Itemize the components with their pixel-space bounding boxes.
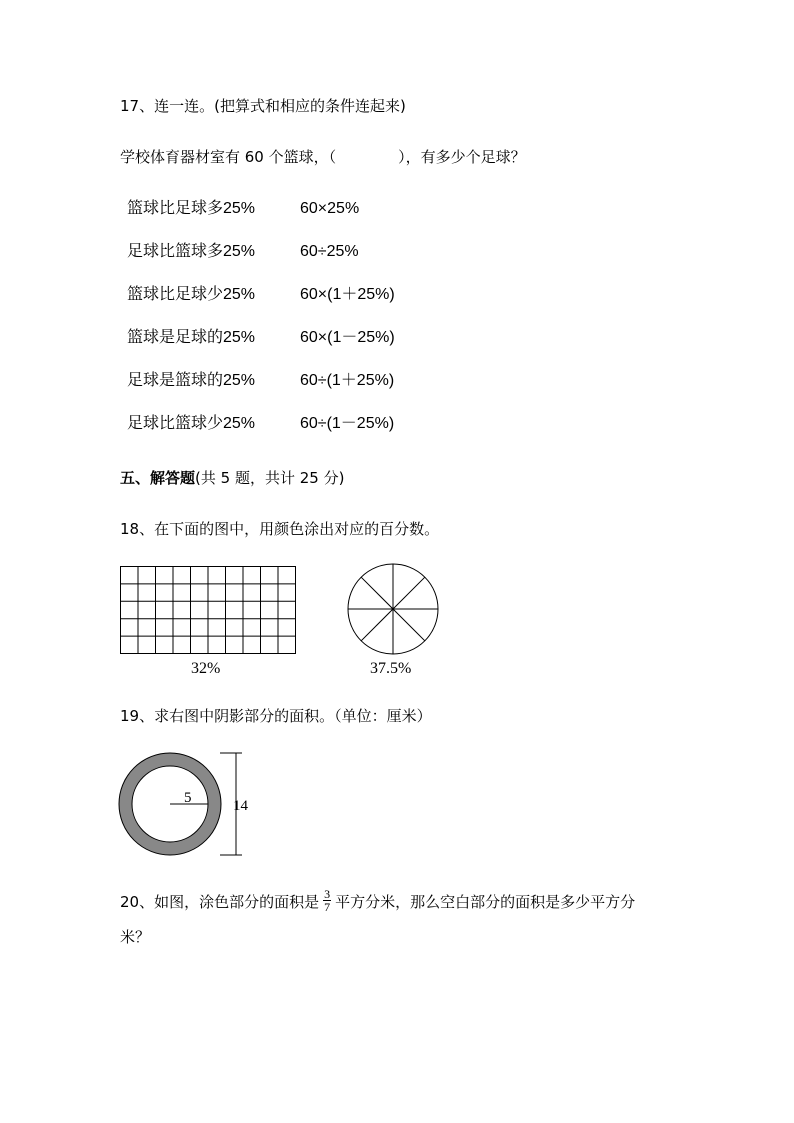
q19-diameter-label: 14 (233, 798, 248, 814)
q20-text-before: 20、如图，涂色部分的面积是 (120, 893, 320, 911)
q17-expression[interactable]: 60×(1－25%) (300, 329, 395, 346)
q17-stem (120, 147, 526, 167)
q20-text-after: 平方分米，那么空白部分的面积是多少平方分 (335, 893, 636, 911)
q18-title: 18、在下面的图中，用颜色涂出对应的百分数。 (120, 520, 440, 538)
q18-grid (120, 566, 296, 654)
q17-condition[interactable]: 足球是篮球的25% (127, 372, 256, 389)
q20-fraction-numerator: 3 (324, 887, 331, 901)
q19-radius-label: 5 (184, 790, 192, 806)
q17-pair-row (127, 198, 359, 220)
q17-condition[interactable]: 篮球比足球多25% (127, 200, 256, 217)
q17-expression[interactable]: 60×(1＋25%) (300, 286, 395, 303)
q17-condition[interactable]: 篮球是足球的25% (127, 329, 256, 346)
q17-stem-after: ），有多少个足球？ (398, 148, 526, 166)
q17-condition[interactable]: 篮球比足球少25% (127, 286, 256, 303)
q17-expression[interactable]: 60÷25% (300, 243, 359, 260)
q20-fraction (323, 888, 331, 913)
q17-expression[interactable]: 60×25% (300, 200, 360, 217)
q17-pair-row (127, 241, 359, 263)
q20-text-line2: 米？ (120, 928, 151, 946)
section-5-heading (120, 468, 344, 488)
q17-pair-row (127, 284, 395, 306)
section-5-note: (共 5 题，共计 25 分) (195, 469, 345, 487)
q18-circle-caption: 37.5% (370, 660, 412, 677)
section-5-title: 五、解答题 (120, 469, 196, 487)
q17-pair-row (127, 413, 394, 435)
q18-grid-caption: 32% (191, 660, 221, 677)
q20-fraction-denominator: 7 (324, 900, 331, 914)
q17-title: 17、连一连。(把算式和相应的条件连起来) (120, 97, 406, 115)
q20-text (120, 887, 636, 915)
q17-pair-row (127, 327, 395, 349)
q17-pair-row (127, 370, 394, 392)
q19-title: 19、求右图中阴影部分的面积。（单位：厘米） (120, 707, 432, 725)
q19-ring-figure (118, 752, 258, 862)
q18-circle (347, 563, 439, 655)
q17-stem-before: 学校体育器材室有 60 个篮球，（ (120, 148, 337, 166)
q17-condition[interactable]: 足球比篮球少25% (127, 415, 256, 432)
q17-expression[interactable]: 60÷(1－25%) (300, 415, 395, 432)
q17-condition[interactable]: 足球比篮球多25% (127, 243, 256, 260)
q17-expression[interactable]: 60÷(1＋25%) (300, 372, 395, 389)
